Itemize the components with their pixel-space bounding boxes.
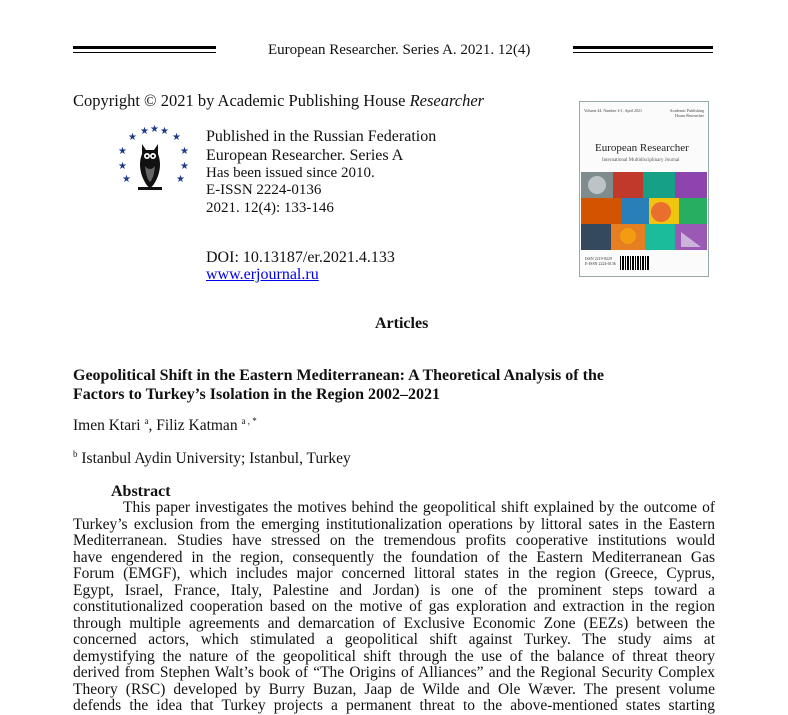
author-list: Imen Ktari $^a$, Filiz Katman $^{a , *}$ (73, 416, 257, 435)
abstract-line: defends the idea that Turkey projects a permanent threat to the above-mentioned states starting (73, 697, 715, 714)
abstract-line: Forum (EMGF), which includes major concerned littoral states in the region (Greece, Cyprus, (73, 565, 715, 582)
owl-logo-icon (112, 124, 188, 194)
copyright-prefix: Copyright © 2021 by Academic Publishing House (73, 91, 410, 110)
article-title-line-2: Factors to Turkey’s Isolation in the Region 2002–2021 (73, 386, 440, 403)
svg-text:★: ★ (128, 132, 137, 143)
cover-subtitle: International Multidisciplinary Journal (602, 158, 680, 163)
author-name: Filiz Katman (156, 417, 238, 435)
doi: DOI: 10.13187/er.2021.4.133 (206, 249, 395, 266)
svg-text:★: ★ (176, 174, 185, 185)
section-heading: Articles (375, 315, 429, 332)
svg-text:★: ★ (180, 146, 189, 157)
svg-text:★: ★ (180, 161, 189, 172)
author-name: Imen Ktari (73, 417, 141, 435)
cover-issn: ISSN 2219-8229 E-ISSN 2224-0136 (585, 256, 616, 266)
cover-top-line: Volume 44. Number 4-1, April 2021 Academic Publishing House Researcher (584, 108, 704, 118)
copyright-line (73, 91, 484, 111)
pubinfo-line-2: European Researcher. Series A (206, 147, 404, 164)
abstract-line: Theory (RSC) developed by Burry Buzan, Jaap de Wilde and Ole Wæver. The present volume (73, 680, 715, 698)
cover-collage-image (581, 172, 707, 250)
pubinfo-line-1: Published in the Russian Federation (206, 128, 437, 145)
article-title (73, 366, 604, 404)
svg-text:★: ★ (150, 124, 159, 135)
abstract-line: Egypt, Israel, France, Italy, Palestine and Jordan) is one of the prominent steps toward a (73, 581, 715, 599)
abstract-line: constitutionalized cooperation based on the motive of gas exploration and extraction in the region (73, 598, 715, 615)
abstract-line: through multiple agreements and demarcation of Exclusive Economic Zone (EEZs) between the (73, 614, 715, 632)
article-title-line-1: Geopolitical Shift in the Eastern Mediterranean: A Theoretical Analysis of the (73, 367, 604, 384)
author-affil-marker: a , * (241, 416, 257, 426)
journal-url-link[interactable]: www.erjournal.ru (206, 266, 319, 283)
abstract-line: This paper investigates the motives behind the geopolitical shift explained by the outcome of (123, 499, 715, 516)
pubinfo-line-3: Has been issued since 2010. (206, 165, 375, 181)
svg-text:★: ★ (118, 161, 127, 172)
publisher-name: Researcher (409, 91, 485, 110)
svg-text:★: ★ (160, 126, 169, 137)
affiliation-text: Istanbul Aydin University; Istanbul, Turkey (81, 450, 351, 468)
svg-text:★: ★ (172, 132, 181, 143)
header-rule-right (573, 46, 713, 53)
cover-title: European Researcher (595, 142, 689, 154)
svg-text:★: ★ (122, 174, 131, 185)
author-affil-marker: a (144, 416, 149, 426)
journal-cover-image (579, 101, 709, 277)
abstract-line: Turkey’s exclusion from the emerging institutionalization operations by littoral sates in the Eastern (73, 515, 715, 533)
header-rule-left (73, 46, 216, 53)
pubinfo-line-5: 2021. 12(4): 133-146 (206, 200, 334, 216)
abstract-line: concerned actors, which stimulated a geopolitical shift against Turkey. The study aims at (73, 631, 715, 648)
affiliation (73, 449, 351, 468)
abstract-heading: Abstract (111, 483, 171, 500)
svg-text:★: ★ (118, 146, 127, 157)
affiliation-marker: b (73, 449, 78, 459)
abstract-line: have engendered in the region, consequently the foundation of the Eastern Mediterranean Gas (73, 548, 715, 566)
pubinfo-line-4: E-ISSN 2224-0136 (206, 182, 322, 198)
running-header: European Researcher. Series A. 2021. 12(4) (268, 42, 531, 58)
abstract-line: demystifying the nature of the geopolitical shift through the use of the balance of threat theory (73, 647, 715, 665)
abstract-line: Mediterranean. Studies have stressed on the tremendous profits cooperative institutions would (73, 532, 715, 549)
abstract-line: derived from Stephen Walt’s book of “The Origins of Alliances” and the Regional Security Complex (73, 664, 715, 681)
svg-text:★: ★ (140, 126, 149, 137)
abstract-body (73, 500, 715, 715)
barcode-icon (620, 256, 650, 270)
